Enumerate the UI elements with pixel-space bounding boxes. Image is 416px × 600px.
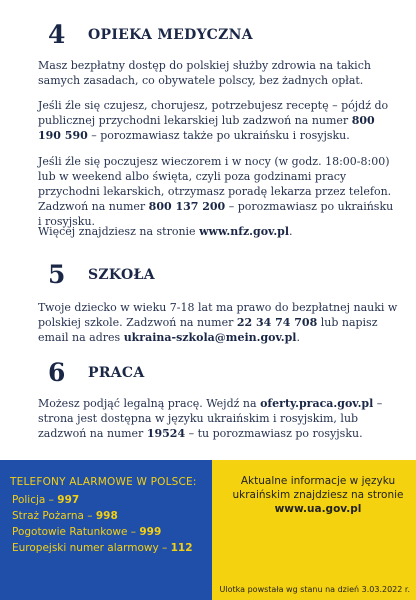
section-number: 6 [48, 358, 66, 387]
section-work-header [48, 358, 145, 387]
nfz-link[interactable]: www.nfz.gov.pl [199, 225, 290, 238]
ua-info-panel [212, 460, 416, 600]
emergency-title: TELEFONY ALARMOWE W POLSCE: [10, 476, 197, 488]
medical-paragraph-2: Jeśli źle się czujesz, chorujesz, potrzebujesz receptę – pójdź do publicznej przychodni lekarskiej lub zadzwoń na numer 800 190 590 – porozmawiasz także po ukraińsku i rosyjsku. [38, 99, 389, 142]
ua-gov-link[interactable]: www.ua.gov.pl [274, 503, 362, 515]
school-paragraph: Twoje dziecko w wieku 7-18 lat ma prawo do bezpłatnej nauki w polskiej szkole. Zadzwoń na numer 22 34 74 708 lub napisz email na adres ukraina-szkola@mein.gov.pl. [38, 301, 398, 344]
emergency-item-european: Europejski numer alarmowy – 112 [12, 542, 193, 554]
section-school-header [48, 260, 155, 289]
emergency-panel [0, 460, 212, 600]
ua-info-text: Aktualne informacje w języku ukraińskim znajdziesz na stronie www.ua.gov.pl [232, 475, 404, 515]
section-title: OPIEKA MEDYCZNA [88, 26, 253, 43]
work-paragraph: Możesz podjąć legalną pracę. Wejdź na oferty.praca.gov.pl – strona jest dostępna w języku ukraińskim i rosyjskim, lub zadzwoń na numer 19524 – tu porozmawiasz po rosyjsku. [38, 397, 383, 440]
emergency-item-fire: Straż Pożarna – 998 [12, 510, 118, 522]
section-medical-header [48, 20, 253, 49]
section-number: 5 [48, 260, 66, 289]
emergency-item-ambulance: Pogotowie Ratunkowe – 999 [12, 526, 162, 538]
footer-note: Ulotka powstała wg stanu na dzień 3.03.2022 r. [219, 585, 410, 594]
night-phone-number: 800 137 200 [148, 200, 226, 213]
section-number: 4 [48, 20, 66, 49]
medical-phone-number: 800 190 590 [38, 114, 375, 142]
info-footer-band [0, 460, 416, 600]
medical-paragraph-3: Jeśli źle się poczujesz wieczorem i w nocy (w godz. 18:00-8:00) lub w weekend albo święta, czyli poza godzinami pracy przychodni lekarskich, otrzymasz poradę lekarza przez telefon. Zadzwoń na numer 800 137 200 – porozmawiasz po ukraińsku i rosyjsku. [38, 155, 394, 228]
section-title: PRACA [88, 364, 145, 381]
medical-paragraph-1: Masz bezpłatny dostęp do polskiej służby zdrowia na takich samych zasadach, co obywatele polscy, bez żadnych opłat. [38, 59, 371, 87]
school-email-link[interactable]: ukraina-szkola@mein.gov.pl [123, 331, 297, 344]
school-phone-number: 22 34 74 708 [236, 316, 318, 329]
emergency-item-police: Policja – 997 [12, 494, 80, 506]
work-offers-link[interactable]: oferty.praca.gov.pl [260, 397, 374, 410]
medical-paragraph-4: Więcej znajdziesz na stronie www.nfz.gov.pl. [38, 225, 293, 238]
work-phone-number: 19524 [146, 427, 186, 440]
section-title: SZKOŁA [88, 266, 155, 283]
